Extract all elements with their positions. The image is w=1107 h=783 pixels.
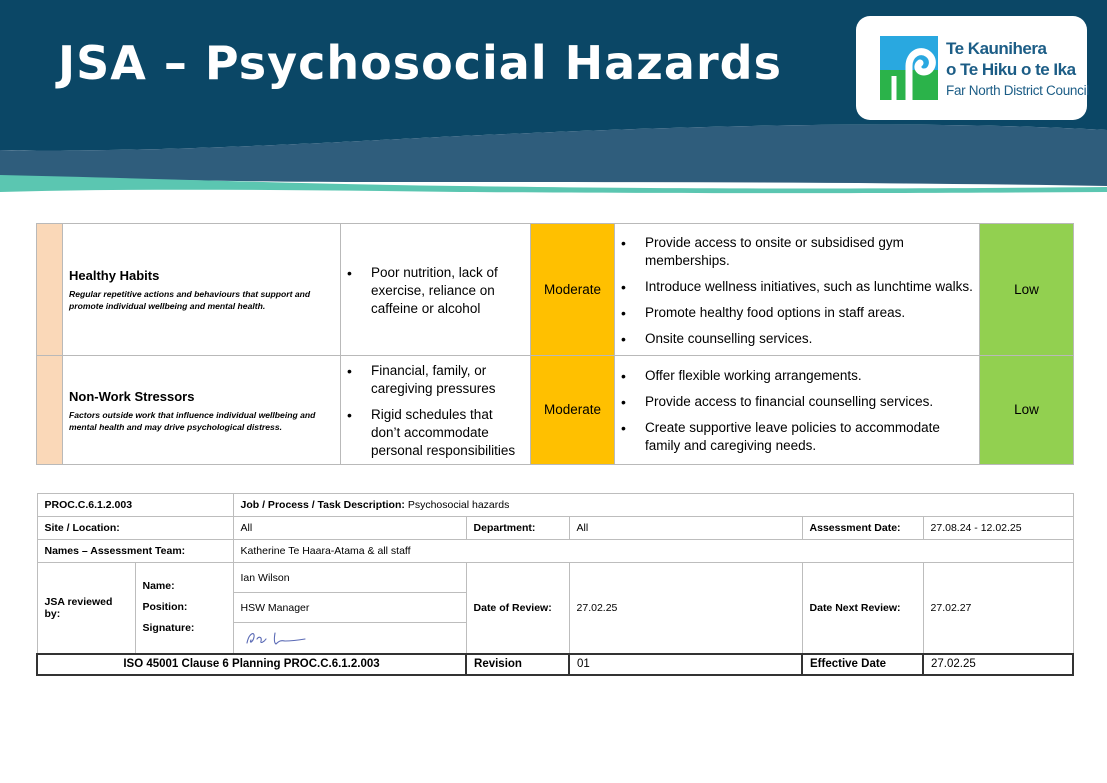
names-label	[37, 540, 233, 563]
footer-revision-label: Revision	[466, 654, 569, 675]
reviewer-field-labels	[135, 563, 233, 654]
list-item: • Introduce wellness initiatives, such as lunchtime walks.	[615, 278, 973, 296]
hazard-description: Regular repetitive actions and behaviours that support and promote individual wellbeing and mental health.	[69, 289, 311, 311]
date-next-review-value: 27.02.27	[923, 563, 1073, 654]
site-value: All	[233, 517, 466, 540]
page-title: JSA – Psychosocial Hazards	[58, 36, 782, 90]
logo-text-line2: o Te Hiku o te Ika	[946, 60, 1076, 79]
initial-risk-badge: Moderate	[531, 224, 615, 356]
list-item: • Provide access to onsite or subsidised gym memberships.	[615, 234, 973, 270]
job-value: Psychosocial hazards	[407, 499, 510, 511]
table-row	[37, 494, 1073, 517]
hazard-cell	[63, 356, 341, 465]
footer-effective-label: Effective Date	[802, 654, 923, 675]
header-banner	[0, 0, 1107, 200]
department-value: All	[569, 517, 802, 540]
hazard-cell	[63, 224, 341, 356]
signature-label: Signature:	[142, 622, 195, 635]
koru-logo-icon	[880, 36, 938, 100]
logo-text-line1: Te Kaunihera	[946, 39, 1047, 58]
signature-icon	[241, 627, 311, 649]
assessment-date-label: Assessment Date:	[802, 517, 923, 540]
reviewed-by-label: JSA reviewed by:	[37, 563, 135, 654]
list-item: • Financial, family, or caregiving pressures	[341, 362, 524, 398]
causes-cell	[341, 356, 531, 465]
hazard-description: Factors outside work that influence individual wellbeing and mental health and may drive psychological distress.	[69, 409, 316, 432]
reviewer-field-values	[233, 563, 466, 654]
job-description	[233, 494, 1073, 517]
list-item: • Onsite counselling services.	[615, 330, 973, 348]
names-value: Katherine Te Haara-Atama & all staff	[233, 540, 1073, 563]
assessment-info-table	[36, 493, 1074, 676]
footer-row	[37, 654, 1073, 675]
position-label: Position:	[142, 601, 188, 614]
hazard-title: Healthy Habits	[69, 268, 160, 283]
initial-risk-badge: Moderate	[531, 356, 615, 465]
site-label: Site / Location:	[37, 517, 233, 540]
date-next-review-label: Date Next Review:	[802, 563, 923, 654]
job-label: Job / Process / Task Description:	[240, 499, 405, 511]
residual-risk-badge: Low	[980, 224, 1074, 356]
list-item: • Create supportive leave policies to accommodate family and caregiving needs.	[615, 419, 973, 455]
reviewer-position: HSW Manager	[234, 593, 466, 623]
table-row	[37, 563, 1073, 654]
name-label: Name:	[142, 580, 175, 593]
reviewer-name: Ian Wilson	[234, 563, 466, 593]
date-of-review-value: 27.02.25	[569, 563, 802, 654]
controls-cell	[615, 224, 980, 356]
category-strip	[37, 224, 63, 356]
footer-clause: ISO 45001 Clause 6 Planning PROC.C.6.1.2.003	[37, 654, 466, 675]
list-item: • Rigid schedules that don’t accommodate personal responsibilities	[341, 406, 524, 460]
residual-risk-badge: Low	[980, 356, 1074, 465]
proc-code: PROC.C.6.1.2.003	[37, 494, 233, 517]
names-label-rest: – Assessment Team:	[78, 545, 186, 557]
list-item: • Poor nutrition, lack of exercise, reliance on caffeine or alcohol	[341, 264, 524, 318]
list-item: • Provide access to financial counselling services.	[615, 393, 973, 411]
category-strip	[37, 356, 63, 465]
council-logo	[856, 16, 1087, 120]
list-item: • Promote healthy food options in staff areas.	[615, 304, 973, 322]
hazard-title: Non-Work Stressors	[69, 388, 195, 404]
footer-revision-value: 01	[569, 654, 802, 675]
causes-cell	[341, 224, 531, 356]
department-label: Department:	[466, 517, 569, 540]
hazards-table	[36, 223, 1074, 465]
table-row	[37, 356, 1074, 465]
date-of-review-label: Date of Review:	[466, 563, 569, 654]
table-row	[37, 540, 1073, 563]
reviewer-signature	[234, 623, 466, 652]
controls-cell	[615, 356, 980, 465]
logo-text-line3: Far North District Council	[946, 83, 1089, 98]
names-label-bold: Names	[44, 545, 79, 557]
footer-effective-value: 27.02.25	[923, 654, 1073, 675]
assessment-date-value: 27.08.24 - 12.02.25	[923, 517, 1073, 540]
table-row	[37, 517, 1073, 540]
list-item: • Offer flexible working arrangements.	[615, 367, 973, 385]
table-row	[37, 224, 1074, 356]
